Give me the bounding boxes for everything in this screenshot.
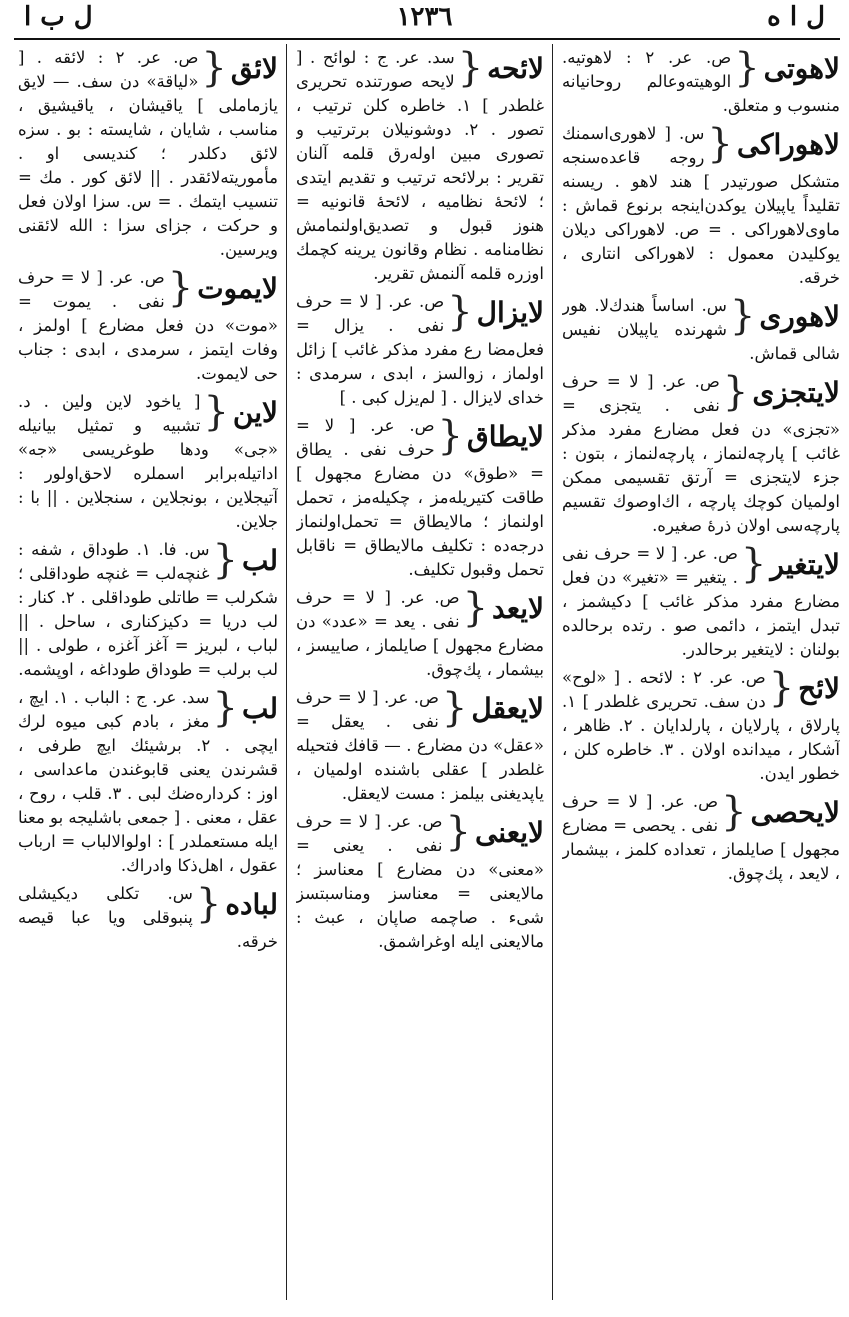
entry-etymology: ص. عر. ٢ : لائقه . [ «لیاقة» دن سف. — لایق xyxy=(18,48,199,91)
brace-icon: { xyxy=(195,881,222,927)
dictionary-entry xyxy=(18,266,278,386)
header-rule xyxy=(14,38,840,40)
entry-etymology: س. اساساً هندك‌لا. xyxy=(594,296,727,315)
entry-definition: الوهیته‌وعالم روحانیانه منسوب و متعلق. xyxy=(562,72,840,115)
column-divider xyxy=(286,44,287,1300)
dictionary-entry xyxy=(18,882,278,954)
entry-definition: روجه قاعده‌سنجه متشكل صورتیدر ] هند لاهو . ریسنه تقلیداً یاپیلان یوكدن‌اینجه برنوع قماش : ماوی‌لاهوراكی . = ص. لاهوراكی دیلان یوكلیدن معمول : لاهوراكی انتاری ، خرقه. xyxy=(562,148,840,287)
column-divider xyxy=(552,44,553,1300)
entry-definition: دن فعل مضارع مفرد مذكر غائب ] پارچه‌لنماز ، پارچه‌لنماز ، بتون : جزء لایتجزی = آرتق تقسیمی ممكن اولمیان كوچك پارچه ، اك‌اوصوك تقسیم پارچه‌سی اولان ذرهٔ صغیره. xyxy=(562,420,840,535)
entry-headword: لائق xyxy=(230,52,278,85)
header-left-guide: ل ب ا xyxy=(24,2,93,32)
dictionary-entry xyxy=(18,390,278,534)
page-number: ١٢٣٦ xyxy=(396,2,453,32)
entry-headword: لائحه xyxy=(487,52,544,85)
dictionary-entry xyxy=(562,542,840,662)
entry-headword: لایطاق xyxy=(467,420,544,453)
entry-headword: لاهوراكی xyxy=(736,128,840,161)
brace-icon: { xyxy=(212,685,238,731)
brace-icon: { xyxy=(437,413,463,459)
entry-headword: لایعقل xyxy=(471,692,544,725)
entry-etymology: ص. عر. ٢ : لاهوتیه. xyxy=(562,48,732,67)
entry-headword: لاهوری xyxy=(759,300,840,333)
entry-definition: مضارع مفرد مذكر غائب ] دكیشمز ، تبدل ایتمز ، دائمی صو . رتده برحالده بولنان : لایتغیر برحالدر. xyxy=(562,592,840,659)
entry-definition: هور شهرنده یاپیلان نفیس شالی قماش. xyxy=(562,296,840,363)
entry-etymology: ص. عر. [ لا = حرف نفی . یتجزی = «تجزی» xyxy=(562,372,840,439)
entry-headword: لاهوتی xyxy=(763,52,840,85)
column-middle xyxy=(296,46,544,1296)
brace-icon: { xyxy=(441,685,468,731)
brace-icon: { xyxy=(167,265,194,311)
dictionary-entry xyxy=(296,586,544,682)
entry-definition: دن فعل مضارع ] اولمز ، وفات ایتمز ، سرمدی ، ابدی : جناب حی لایموت. xyxy=(18,316,278,383)
dictionary-entry xyxy=(296,290,544,410)
page-header xyxy=(0,0,849,40)
entry-etymology: ص. عر. [ لا = حرف نفی . یعنی = «معنی» دن xyxy=(296,812,544,879)
dictionary-entry xyxy=(296,686,544,806)
entry-headword: لب xyxy=(241,544,278,577)
dictionary-entry xyxy=(296,810,544,954)
header-right-guide: ل ا ه xyxy=(767,2,825,32)
entry-etymology: ص. عر. [ لا = حرف نفی . یحصی = مضارع xyxy=(562,792,719,835)
brace-icon: { xyxy=(201,46,227,91)
entry-headword: لب xyxy=(241,692,278,725)
dictionary-entry xyxy=(562,122,840,290)
dictionary-entry xyxy=(296,46,544,286)
entry-etymology: س. فا. ١. طوداق ، شفه : غنچه‌لب = غنچه طوداقلی ؛ xyxy=(18,540,210,583)
entry-etymology: سد. عر. ج : الباب . ١. ایچ ، مغز ، بادم كبی میوه xyxy=(18,688,210,731)
entry-definition: غلطدر ] ١. خاطره كلن ترتیب ، تصور . ٢. دوشونیلان برترتیب و تصوری مبین اولەرق قلمه آلنان تقریر : برلائحه ترتیب و تقدیم ایتدی ؛ لائحهٔ نظامیه ، لائحهٔ قانونیه = هنوز قبول و تصدیق‌اولنمامش نظامنامه . نظام وقانون یرینه كچمك اوزره قلمه آلنمش تقریر. xyxy=(296,96,544,283)
column-left xyxy=(18,46,278,1296)
dictionary-entry xyxy=(562,370,840,538)
entry-headword: لایزال xyxy=(476,296,544,329)
brace-icon: { xyxy=(740,541,767,587)
entry-definition: ویا عبا قیصه خرقه. xyxy=(18,908,278,951)
entry-etymology: س. تكلی دیكیشلی پنبوقلی xyxy=(18,884,193,927)
entry-etymology: س. [ لاهوری‌اسمنك xyxy=(562,124,705,143)
entry-definition: «جی» ودها طوغریسی «جه» اداتیله‌برابر اسملره لاحق‌اولور : آتیجلاین ، بونجلاین ، سنجلاین . || با : جلاین. xyxy=(18,440,278,531)
entry-definition: دن مضارع . — قافك فتحیله غلطدر ] عقلی باشنده اولمیان ، یاپدیغنی بیلمز : مست لایعقل. xyxy=(296,736,544,803)
entry-headword: لائح xyxy=(798,672,840,705)
entry-etymology: ص. عر. [ لا = حرف نفی . یزال = فعل‌مضا xyxy=(296,292,544,359)
brace-icon: { xyxy=(447,289,473,335)
dictionary-entry xyxy=(18,46,278,262)
entry-headword: لایعنی xyxy=(474,816,544,849)
dictionary-entry xyxy=(18,686,278,878)
dictionary-entry xyxy=(18,538,278,682)
brace-icon: { xyxy=(729,293,756,339)
entry-etymology: ص. عر. [ لا = حرف نفی . یعد = «عدد» xyxy=(296,588,460,631)
entry-etymology: ص. عر. [ لا = حرف نفی . یموت = «موت» xyxy=(18,268,278,335)
entry-definition: دن مضارع مجهول ] طاقت كتیریلەمز ، چكیلەمز ، تحمل اولنماز ؛ مالایطاق = تحمل‌اولنماز درجەده : تكلیف مالایطاق = ناقابل تحمل وقبول تكلیف. xyxy=(296,464,544,579)
entry-etymology: ص. عر. [ لا = حرف نفی . یطاق = «طوق» xyxy=(296,416,544,483)
entry-etymology: ص. عر. [ لا = حرف نفی . یتغیر = «تغیر» دن فعل xyxy=(562,544,738,587)
brace-icon: { xyxy=(707,121,733,167)
brace-icon: { xyxy=(768,665,795,711)
brace-icon: { xyxy=(462,585,489,631)
entry-headword: لایتجزی xyxy=(752,376,840,409)
entry-etymology: سد. عر. ج : لوائح . [ لایحه صورتنده تحریری xyxy=(296,48,455,91)
entry-definition: لرك ایچی . ٢. برشیئك ایچ طرفی ، قشرندن یعنی قابوغندن ماعداسی ، اوز : كرداره‌ضك لبی . ٣. قلب ، روح ، عقل ، معنی . [ جمعی باشلیجه بو معنا ایله مستعملدر ] : اولوالالباب = ارباب عقول ، اهل‌ذكا وادراك. xyxy=(18,712,278,875)
entry-definition: مجهول ] صایلماز ، تعداده كلمز ، بیشمار ، لایعد ، پك‌چوق. xyxy=(562,840,840,883)
brace-icon: { xyxy=(457,46,484,91)
brace-icon: { xyxy=(203,389,229,435)
entry-etymology: ص. عر. ٢ : لائحه . [ «لوح» دن سف. xyxy=(562,668,766,711)
entry-headword: لایتغیر xyxy=(770,548,840,581)
entry-headword: لایحصی xyxy=(750,796,840,829)
brace-icon: { xyxy=(734,46,760,91)
dictionary-entry xyxy=(562,666,840,786)
entry-etymology: ص. عر. [ لا = حرف نفی . یعقل = «عقل» xyxy=(296,688,544,755)
entry-definition: یازماملی ] یاقیشان ، یاقیشیق ، مناسب ، شایان ، شایسته : بو . سزه لائق دكلدر ؛ كندیسی او . مأموریته‌لائقدر . || لائق كور . مك = تنسیب ایتمك . = س. سزا اولان فعل و حركت ، جزای سزا : الله لائقنی ویرسین. xyxy=(18,96,278,259)
entry-definition: شكرلب = طاتلی طوداقلی . ٢. كنار : لب دریا = دكیزكناری ، ساحل . || لباب ، لبریز = آغز آغزه ، طولی . || لب برلب = طوداق طوداغه ، اوپشمه. xyxy=(18,588,278,679)
brace-icon: { xyxy=(721,789,747,835)
entry-headword: لایموت xyxy=(197,272,278,305)
entry-definition: دن مضارع مجهول ] صایلماز ، صاییسز ، بیشمار ، پك‌چوق. xyxy=(296,612,544,679)
entry-definition: مضارع ] معناسز ؛ مالایعنی = معناسز ومناسبتسز شیء . صاچمه صاپان ، عبث : مالایعنی ایله اوغراشمق. xyxy=(296,860,544,951)
entry-etymology: [ یاخود لاین ولین . د. تشبیه و تمثیل بیانیله xyxy=(18,392,201,435)
column-right xyxy=(562,46,840,1296)
dictionary-entry xyxy=(562,294,840,366)
dictionary-entry xyxy=(296,414,544,582)
dictionary-entry xyxy=(562,790,840,886)
brace-icon: { xyxy=(212,537,238,583)
brace-icon: { xyxy=(445,809,471,855)
entry-headword: لاین xyxy=(232,396,278,429)
entry-headword: لایعد xyxy=(492,592,544,625)
entry-definition: تحریری غلطدر ] ١. پارلاق ، پارلایان ، پارلدایان . ٢. ظاهر ، آشكار ، میدانده اولان . ٣. خاطره كلن ، خطور ایدن. xyxy=(562,692,840,783)
entry-definition: رع مفرد مذكر غائب ] زائل اولماز ، زوالسز ، ابدی ، سرمدی : خدای لایزال . [ لم‌یزل كبی . ] xyxy=(296,340,544,407)
dictionary-entry xyxy=(562,46,840,118)
brace-icon: { xyxy=(722,369,749,415)
entry-headword: لباده xyxy=(225,888,278,921)
